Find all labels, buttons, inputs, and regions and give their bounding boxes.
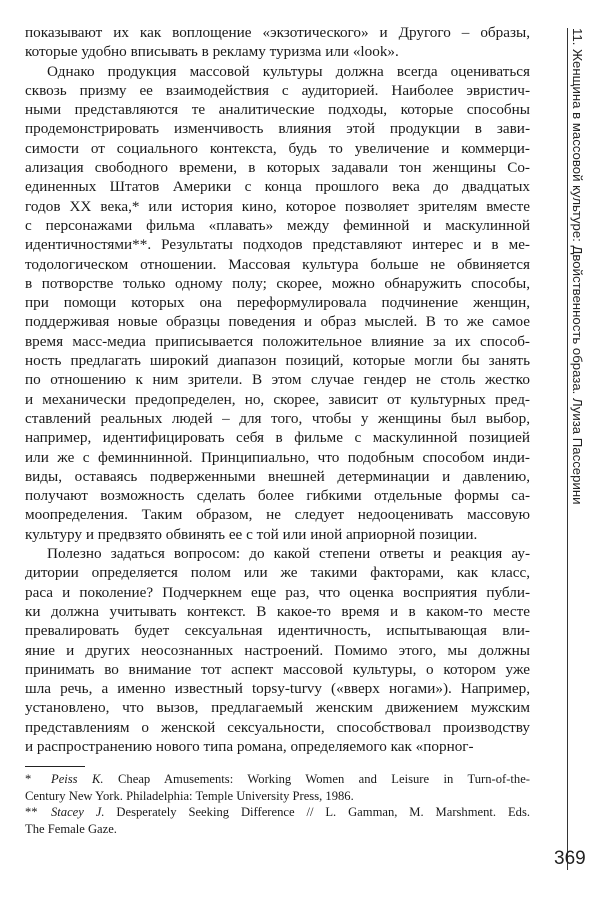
footnote-text: Desperately Seeking Difference // L. Gamman, M. Marshment. Eds. [116,805,530,819]
text-line: тодологическом отношении. Массовая культура больше не обвиняется [25,255,530,273]
paragraph [25,544,530,756]
text-line: например, идентифицировать себя в фильме с маскулинной позицией [25,429,530,447]
text-line: время масс-медиа приписывается положительное влияние за их способ- [25,332,530,350]
page-number: 369 [554,848,586,869]
footnote-text: Cheap Amusements: Working Women and Leisure in Turn-of-the- [118,772,531,786]
text-line: ализация свободного времени, в которых задавали тон женщины Со- [25,159,530,177]
text-line: раса и поколение? Подчеркнем еще раз, что оценка восприятия публи- [25,583,530,601]
text-line: с персонажами фильма «плавать» между феминной и маскулинной [25,216,530,234]
footnote [25,771,530,804]
text-line: поддерживая новые образцы поведения и образ мыслей. В то же самое [25,313,530,331]
text-line: дитории определяется полом или же такими факторами, как класс, [25,564,530,582]
text-line: при помощи которых она переформулировала подчинение женщин, [25,294,530,312]
footnote-author: Stacey J. [51,805,105,819]
text-line: ность предлагать широкий диапазон позиций, которые могли бы занять [25,352,530,370]
text-line: которые удобно вписывать в рекламу туризма или «look». [25,43,399,61]
text-line: представлениям о женской сексуальности, способствовал производству [25,718,530,736]
paragraph [25,23,530,62]
text-line: или же с феминнинной. Принципиально, что подобным способом инди- [25,448,530,466]
body-text [25,23,530,756]
text-line: моопределения. Таким образом, не следует недооценивать массовую [25,506,530,524]
footnote-line: Century New York. Philadelphia: Temple University Press, 1986. [25,788,354,803]
footnote [25,804,530,837]
text-line: и механически предопределен, но, скорее, зависит от культурных пред- [25,390,530,408]
text-line: виды, оставаясь подверженными внешней детерминации и давлению, [25,467,530,485]
text-line: сквозь призму ее взаимодействия с аудиторией. Наиболее эвристич- [25,81,530,99]
footnote-line: The Female Gaze. [25,821,117,836]
footnote-line [25,804,530,821]
text-line: Однако продукция массовой культуры должна всегда оцениваться [47,62,530,80]
text-line: яние и других неосознанных настроений. Помимо этого, мы должны [25,641,530,659]
text-line: единенных Штатов Америки с конца прошлого века до двадцатых [25,178,530,196]
text-line: по отношению к ним зрители. В этом случае гендер не столь жестко [25,371,530,389]
footnote-line [25,771,530,788]
running-head: 11. Женщина в массовой культуре: Двойственность образа. Луиза Пассерини [570,28,585,505]
footnotes [25,771,530,837]
text-line: и распространению нового типа романа, определяемого как «порног- [25,737,474,755]
margin-rule [567,28,568,870]
text-line: установлено, что вызов, предлагаемый женским движением мужским [25,699,530,717]
text-line: симости от социального контекста, будь то увеличение и коммерци- [25,139,530,157]
text-line: в потворстве только одному полу; скорее, можно обнаружить способы, [25,274,530,292]
footnote-mark: * [25,772,32,786]
text-line: продемонстрировать изменчивость влияния этой продукции в зави- [25,120,530,138]
paragraph [25,62,530,544]
text-line: шла речь, а именно известный topsy-turvy («вверх ногами»). Например, [25,680,530,698]
text-line: ки должна учитывать контекст. В какое-то время и в каком-то месте [25,602,530,620]
text-line: культуру и предвзято обвинять ее с той или иной априорной позиции. [25,525,478,543]
text-line: Полезно задаться вопросом: до какой степени ответы и реакция ау- [47,545,530,563]
footnote-author: Peiss K. [51,772,104,786]
text-line: ными представляются те аналитические подходы, которые способны [25,101,530,119]
text-line: получают возможность сделать более гибкими отдельные формы са- [25,487,530,505]
text-line: годов XX века,* или история кино, которое позволяет зрителям вместе [25,197,530,215]
text-line: показывают их как воплощение «экзотического» и Другого – образы, [25,24,530,41]
text-line: принимать во внимание тот аспект массовой культуры, о котором уже [25,660,530,678]
text-line: идентичностями**. Результаты подходов представляют интерес и в ме- [25,236,530,254]
footnote-mark: ** [25,805,38,819]
text-line: превалировать будет сексуальная идентичность, испытывающая вли- [25,622,530,640]
footnote-separator [25,766,85,767]
text-line: ставлений реальных людей – для того, чтобы у женщины был выбор, [25,409,530,427]
